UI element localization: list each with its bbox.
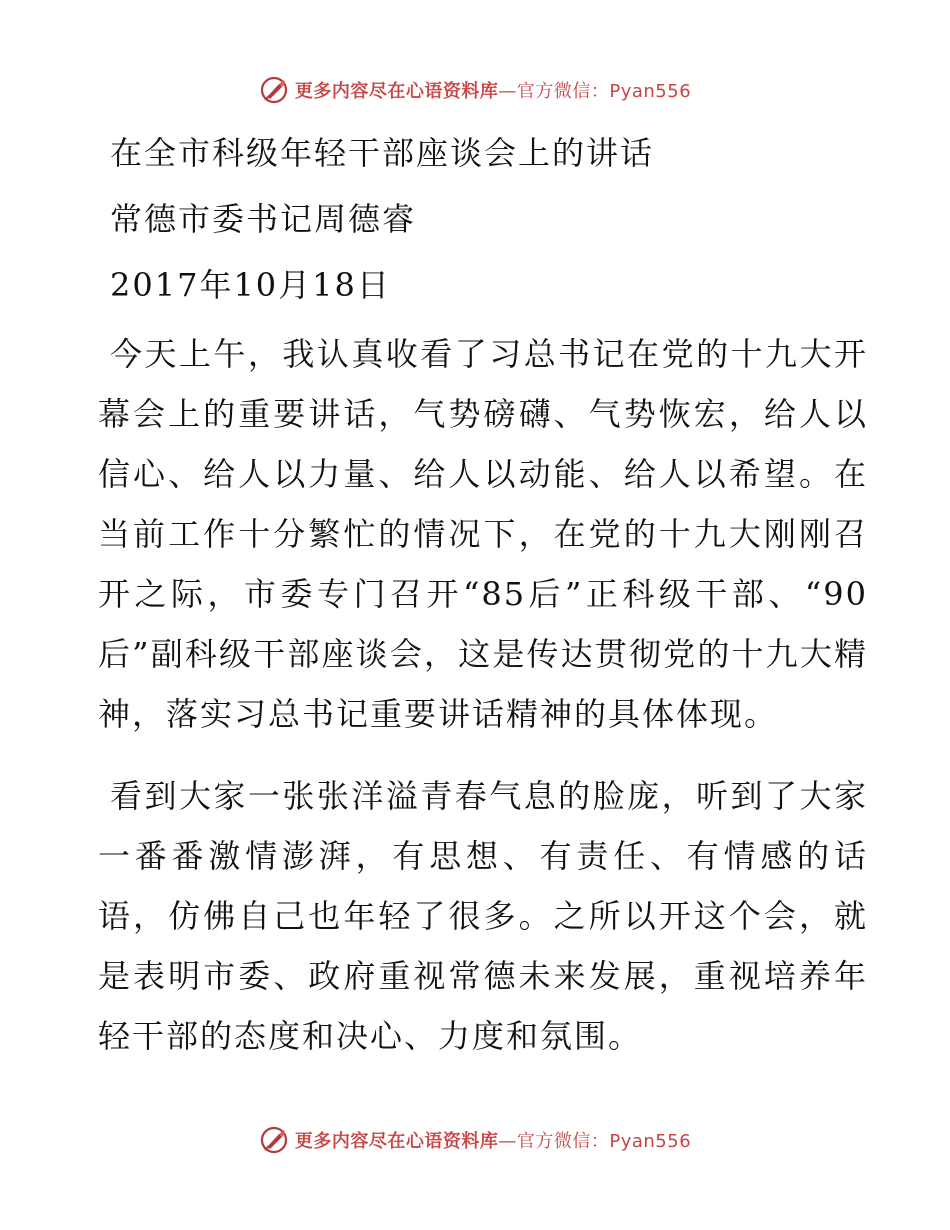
paragraph-2: 看到大家一张张洋溢青春气息的脸庞，听到了大家一番番激情澎湃，有思想、有责任、有情感的话语，仿佛自己也年轻了很多。之所以开这个会，就是表明市委、政府重视常德未来发展，重视培养年轻干部的态度和决心、力度和氛围。: [98, 777, 868, 1055]
watermark-wechat: —官方微信：Pyan556: [498, 81, 692, 102]
footer-watermark-banner: [0, 1120, 950, 1160]
document-title: 在全市科级年轻干部座谈会上的讲话: [110, 134, 655, 172]
paragraph-1: 今天上午，我认真收看了习总书记在党的十九大开幕会上的重要讲话，气势磅礴、气势恢宏，给人以信心、给人以力量、给人以动能、给人以希望。在当前工作十分繁忙的情况下，在党的十九大刚刚召开之际，市委专门召开“85后”正科级干部、“90后”副科级干部座谈会，这是传达贯彻党的十九大精神，落实习总书记重要讲话精神的具体体现。: [98, 335, 868, 733]
watermark-brand: 更多内容尽在心语资料库: [294, 81, 499, 102]
document-date: 2017年10月18日: [110, 266, 391, 304]
document-body: [98, 120, 868, 1088]
watermark-text: [295, 77, 691, 103]
watermark-text: [295, 1127, 691, 1153]
watermark-wechat: —官方微信：Pyan556: [498, 1131, 692, 1152]
quill-pen-logo-icon: [259, 1125, 289, 1155]
watermark-brand: 更多内容尽在心语资料库: [294, 1131, 499, 1152]
header-watermark-banner: [0, 70, 950, 110]
document-author: 常德市委书记周德睿: [110, 200, 417, 238]
quill-pen-logo-icon: [259, 75, 289, 105]
